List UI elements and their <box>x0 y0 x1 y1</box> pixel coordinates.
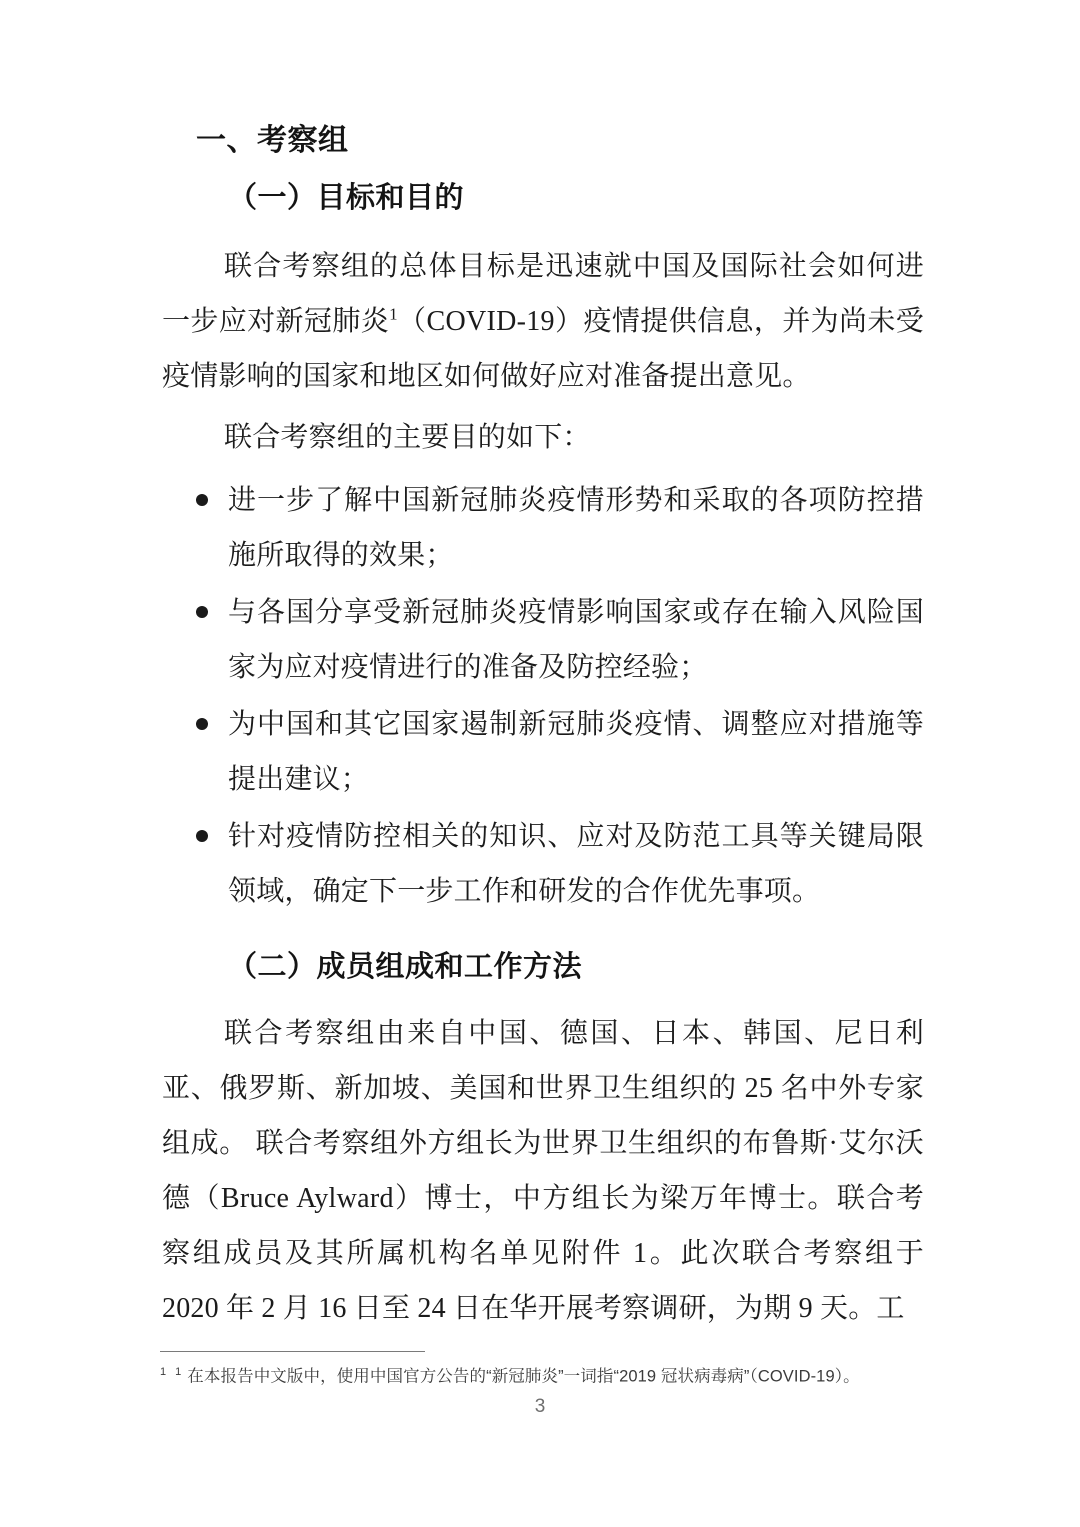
bullet-dot-icon <box>196 606 208 618</box>
footnote <box>160 1360 930 1389</box>
subsection-heading-members: （二）成员组成和工作方法 <box>228 951 583 983</box>
paragraph-overall-objective <box>162 239 924 404</box>
paragraph-purposes-lead: 联合考察组的主要目的如下： <box>224 422 591 453</box>
subsection-heading-objectives: （一）目标和目的 <box>228 182 465 214</box>
list-item-text: 进一步了解中国新冠肺炎疫情形势和采取的各项防控措施所取得的效果； <box>228 485 924 571</box>
purposes-list <box>162 473 924 919</box>
page-content <box>162 126 924 1336</box>
list-item <box>162 697 924 807</box>
footnote-reference-marker: 1 <box>389 304 398 324</box>
footnote-separator-rule <box>160 1351 425 1352</box>
bullet-dot-icon <box>196 494 208 506</box>
footnote-marks: 1 1 <box>160 1366 185 1378</box>
bullet-dot-icon <box>196 718 208 730</box>
covid-19-label: （COVID-19） <box>397 306 584 337</box>
objective-text-part3: 疫情提供信息，并为尚未受疫情影响的国家和地区如何做好应对准备提出意见。 <box>162 306 924 392</box>
footnote-text-part1: 在本报告中文版中，使用中国官方公告的“新冠肺炎”一词指“2019 冠状病毒病”（ <box>187 1367 758 1386</box>
list-item-text: 为中国和其它国家遏制新冠肺炎疫情、调整应对措施等提出建议； <box>228 709 924 795</box>
team-lead-name: Bruce Aylward <box>220 1183 394 1214</box>
page-number: 3 <box>534 1396 546 1417</box>
bullet-dot-icon <box>196 830 208 842</box>
list-item-text: 针对疫情防控相关的知识、应对及防范工具等关键局限领域，确定下一步工作和研发的合作优先事项。 <box>228 821 924 907</box>
members-text-part1: 联合考察组由来自中国、德国、日本、韩国、尼日利亚、俄罗斯、新加坡、美国和世界卫生组织的 25 名中外专家组成。 联合考察组外方组长为世界卫生组织的布鲁斯·艾尔沃德（ <box>162 1018 924 1214</box>
footnote-text-part2: ）。 <box>834 1367 860 1386</box>
section-heading: 一、考察组 <box>196 124 349 157</box>
list-item-text: 与各国分享受新冠肺炎疫情影响国家或存在输入风险国家为应对疫情进行的准备及防控经验； <box>228 597 924 683</box>
list-item <box>162 809 924 919</box>
footnote-covid-label: COVID-19 <box>757 1367 835 1386</box>
list-item <box>162 473 924 583</box>
paragraph-members-and-methods <box>162 1006 924 1336</box>
members-text-part2: ）博士，中方组长为梁万年博士。联合考察组成员及其所属机构名单见附件 1。此次联合考察组于 2020 年 2 月 16 日至 24 日在华开展考察调研，为期 9 天。工 <box>162 1183 924 1324</box>
objective-text-part1: 联合考察组的总体目标是迅速就中国及国际社会如何进一步应对新冠肺炎 <box>162 251 924 337</box>
list-item <box>162 585 924 695</box>
